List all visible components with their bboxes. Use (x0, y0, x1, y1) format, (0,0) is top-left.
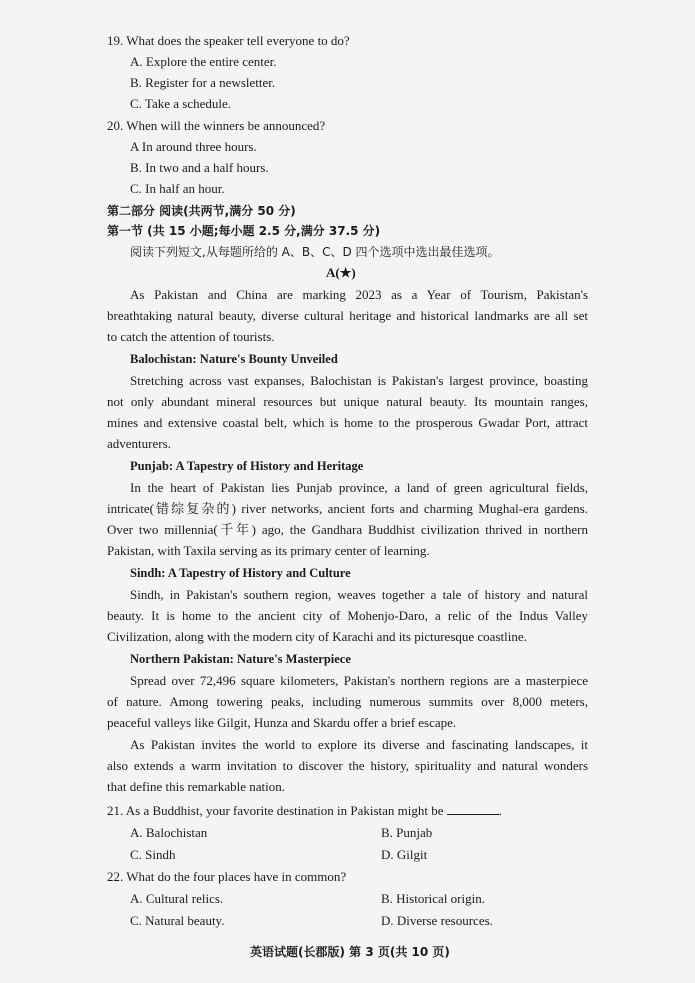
sindh-line: Sindh, in Pakistan's southern region, weaves together a tale of history and natural (130, 587, 588, 602)
q21-stem (107, 802, 502, 820)
sindh-heading: Sindh: A Tapestry of History and Culture (130, 566, 351, 580)
q19-stem: 19. What does the speaker tell everyone to do? (107, 33, 350, 48)
intro-line: breathtaking natural beauty, diverse cultural heritage and historical landmarks are all set (107, 308, 588, 323)
intro-line: to catch the attention of tourists. (107, 329, 275, 344)
q19-option-a: A. Explore the entire center. (130, 54, 277, 69)
balochistan-line: Stretching across vast expanses, Balochistan is Pakistan's largest province, boasting (130, 373, 588, 388)
closing-line: also extends a warm invitation to discover the history, spirituality and natural wonders (107, 758, 588, 773)
intro-line: As Pakistan and China are marking 2023 as a Year of Tourism, Pakistan's (130, 287, 588, 302)
punjab-heading: Punjab: A Tapestry of History and Heritage (130, 459, 364, 473)
punjab-line: In the heart of Pakistan lies Punjab province, a land of green agricultural fields, (130, 480, 588, 495)
answer-blank (447, 802, 499, 815)
q20-stem: 20. When will the winners be announced? (107, 118, 326, 133)
q22-option-d: D. Diverse resources. (381, 913, 493, 928)
balochistan-heading: Balochistan: Nature's Bounty Unveiled (130, 352, 338, 366)
punjab-line: intricate(错综复杂的) river networks, ancient forts and charming Mughal-era gardens. (107, 501, 588, 516)
punjab-line: Over two millennia(千年) ago, the Gandhara Buddhist civilization thrived in northern (107, 522, 588, 537)
q20-option-c: C. In half an hour. (130, 181, 225, 196)
instruction: 阅读下列短文,从每题所给的 A、B、C、D 四个选项中选出最佳选项。 (130, 245, 500, 259)
q21-option-a: A. Balochistan (130, 825, 208, 840)
q20-option-b: B. In two and a half hours. (130, 160, 269, 175)
q21-option-b: B. Punjab (381, 825, 433, 840)
q22-option-a: A. Cultural relics. (130, 891, 224, 906)
page-footer: 英语试题(长郡版) 第 3 页(共 10 页) (250, 945, 450, 959)
q22-option-c: C. Natural beauty. (130, 913, 225, 928)
q22-option-b: B. Historical origin. (381, 891, 485, 906)
sindh-line: beauty. It is home to the ancient city of Mohenjo-Daro, a relic of the Indus Valley (107, 608, 588, 623)
closing-line: As Pakistan invites the world to explore its diverse and fascinating landscapes, it (130, 737, 588, 752)
north-line: of nature. Among towering peaks, including numerous summits over 8,000 meters, (107, 694, 588, 709)
q21-stem-text: 21. As a Buddhist, your favorite destination in Pakistan might be (107, 803, 444, 818)
balochistan-line: adventurers. (107, 436, 171, 451)
punjab-line: Pakistan, with Taxila serving as its primary center of learning. (107, 543, 430, 558)
part-title: 第一节 (共 15 小题;每小题 2.5 分,满分 37.5 分) (107, 224, 381, 238)
q21-stem-end: . (498, 803, 503, 818)
closing-line: that define this remarkable nation. (107, 779, 285, 794)
q21-option-d: D. Gilgit (381, 847, 428, 862)
passage-label: A(★) (326, 265, 356, 280)
north-line: peaceful valleys like Gilgit, Hunza and Skardu offer a brief escape. (107, 715, 457, 730)
q21-option-c: C. Sindh (130, 847, 176, 862)
section-title: 第二部分 阅读(共两节,满分 50 分) (107, 204, 296, 218)
q19-option-b: B. Register for a newsletter. (130, 75, 276, 90)
q22-stem: 22. What do the four places have in common? (107, 869, 347, 884)
north-heading: Northern Pakistan: Nature's Masterpiece (130, 652, 351, 666)
balochistan-line: mines and extensive coastal belt, which is home to the prosperous Gwadar Port, attract (107, 415, 588, 430)
balochistan-line: not only abundant mineral resources but unique natural beauty. Its mountain ranges, (107, 394, 588, 409)
sindh-line: Civilization, along with the modern city of Karachi and its picturesque coastline. (107, 629, 527, 644)
q19-option-c: C. Take a schedule. (130, 96, 232, 111)
q20-option-a: A In around three hours. (130, 139, 257, 154)
north-line: Spread over 72,496 square kilometers, Pakistan's northern regions are a masterpiece (130, 673, 588, 688)
